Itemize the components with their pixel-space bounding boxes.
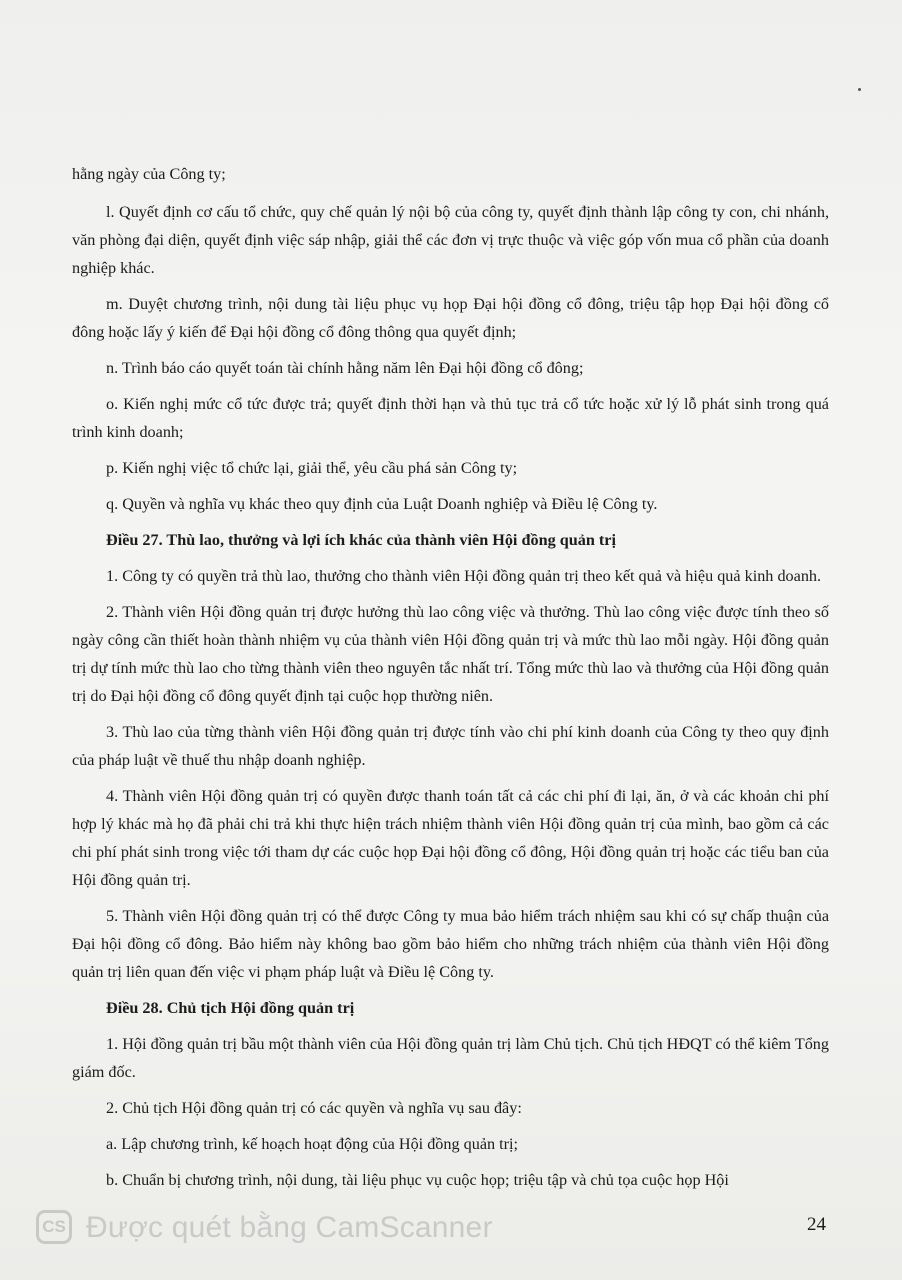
article-27-clause-5: 5. Thành viên Hội đồng quản trị có thể được Công ty mua bảo hiểm trách nhiệm sau khi có sự chấp thuận của Đại hội đồng cổ đông. Bảo hiểm này không bao gồm bảo hiểm cho những trách nhiệm của thành viên Hội đồng quản trị liên quan đến việc vi phạm pháp luật và Điều lệ Công ty.	[72, 907, 829, 981]
article-28-heading: Điều 28. Chủ tịch Hội đồng quản trị	[106, 999, 355, 1017]
page-footer	[36, 1208, 826, 1248]
article-27-heading: Điều 27. Thù lao, thưởng và lợi ích khác của thành viên Hội đồng quản trị	[106, 531, 616, 549]
article-28-clause-1: 1. Hội đồng quản trị bầu một thành viên của Hội đồng quản trị làm Chủ tịch. Chủ tịch HĐQT có thể kiêm Tổng giám đốc.	[72, 1035, 829, 1081]
article-27-clause-4: 4. Thành viên Hội đồng quản trị có quyền được thanh toán tất cả các chi phí đi lại, ăn, ở và các khoản chi phí hợp lý khác mà họ đã phải chi trả khi thực hiện trách nhiệm thành viên Hội đồng quản trị của mình, bao gồm cả các chi phí phát sinh trong việc tới tham dự các cuộc họp Đại hội đồng cổ đông, Hội đồng quản trị hoặc các tiểu ban của Hội đồng quản trị.	[72, 787, 829, 889]
paragraph-continuation: hằng ngày của Công ty;	[72, 165, 226, 183]
article-28-item-a: a. Lập chương trình, kế hoạch hoạt động của Hội đồng quản trị;	[106, 1135, 519, 1153]
camscanner-watermark: Được quét bằng CamScanner	[86, 1211, 493, 1244]
scan-speck	[858, 88, 861, 91]
document-body	[72, 160, 829, 1202]
item-p: p. Kiến nghị việc tổ chức lại, giải thể, yêu cầu phá sản Công ty;	[106, 459, 518, 477]
article-27-clause-3: 3. Thù lao của từng thành viên Hội đồng quản trị được tính vào chi phí kinh doanh của Công ty theo quy định của pháp luật về thuế thu nhập doanh nghiệp.	[72, 723, 829, 769]
item-m: m. Duyệt chương trình, nội dung tài liệu phục vụ họp Đại hội đồng cổ đông, triệu tập họp Đại hội đồng cổ đông hoặc lấy ý kiến để Đại hội đồng cổ đông thông qua quyết định;	[72, 295, 829, 341]
item-l: l. Quyết định cơ cấu tổ chức, quy chế quản lý nội bộ của công ty, quyết định thành lập công ty con, chi nhánh, văn phòng đại diện, quyết định việc sáp nhập, giải thể các đơn vị trực thuộc và việc góp vốn mua cổ phần của doanh nghiệp khác.	[72, 203, 829, 277]
page-number: 24	[807, 1214, 826, 1235]
article-28-clause-2: 2. Chủ tịch Hội đồng quản trị có các quyền và nghĩa vụ sau đây:	[106, 1099, 522, 1117]
article-27-clause-2: 2. Thành viên Hội đồng quản trị được hưởng thù lao công việc và thưởng. Thù lao công việc được tính theo số ngày công cần thiết hoàn thành nhiệm vụ của thành viên Hội đồng quản trị và mức thù lao mỗi ngày. Hội đồng quản trị dự tính mức thù lao cho từng thành viên theo nguyên tắc nhất trí. Tổng mức thù lao và thưởng của Hội đồng quản trị do Đại hội đồng cổ đông quyết định tại cuộc họp thường niên.	[72, 603, 829, 705]
item-q: q. Quyền và nghĩa vụ khác theo quy định của Luật Doanh nghiệp và Điều lệ Công ty.	[106, 495, 658, 513]
camscanner-logo-icon: CS	[36, 1210, 72, 1244]
item-n: n. Trình báo cáo quyết toán tài chính hằng năm lên Đại hội đồng cổ đông;	[106, 359, 584, 377]
item-o: o. Kiến nghị mức cổ tức được trả; quyết định thời hạn và thủ tục trả cổ tức hoặc xử lý lỗ phát sinh trong quá trình kinh doanh;	[72, 395, 829, 441]
article-28-item-b: b. Chuẩn bị chương trình, nội dung, tài liệu phục vụ cuộc họp; triệu tập và chủ tọa cuộc họp Hội	[106, 1171, 729, 1189]
article-27-clause-1: 1. Công ty có quyền trả thù lao, thưởng cho thành viên Hội đồng quản trị theo kết quả và hiệu quả kinh doanh.	[106, 567, 822, 585]
